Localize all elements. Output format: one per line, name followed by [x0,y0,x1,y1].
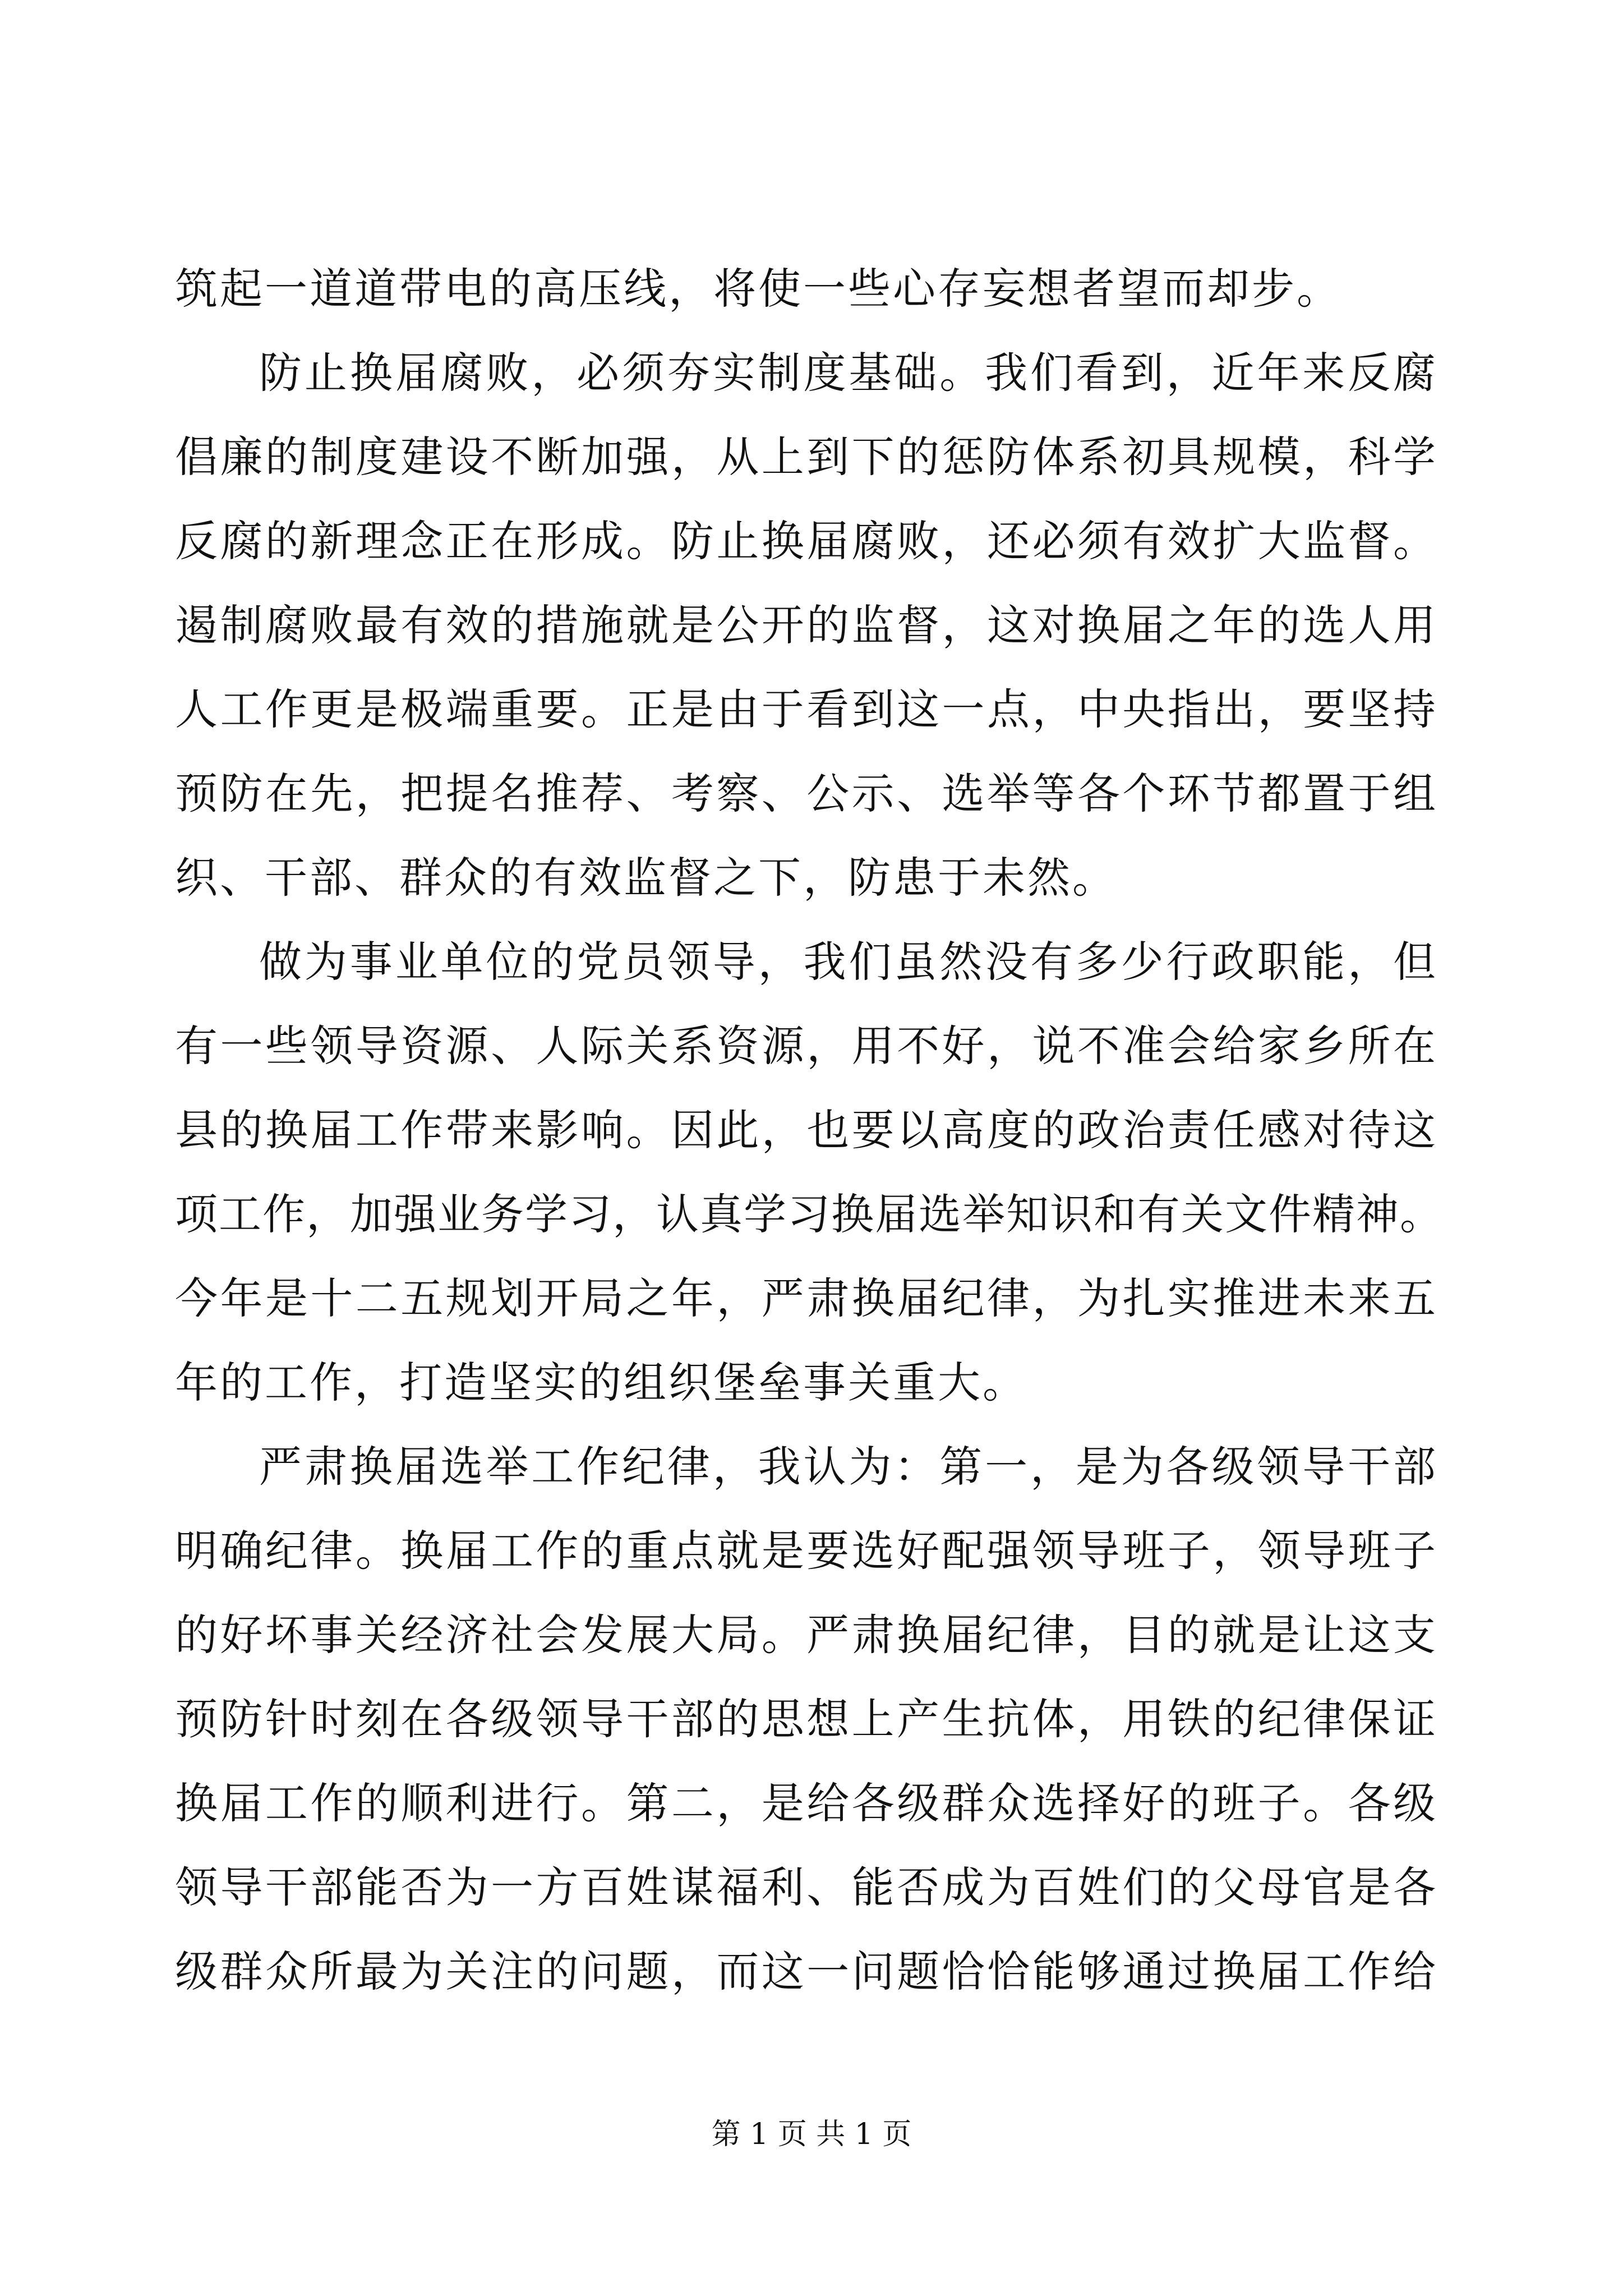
text-line: 明确纪律。换届工作的重点就是要选好配强领导班子，领导班子 [175,1526,1437,1576]
text-line: 的好坏事关经济社会发展大局。严肃换届纪律，目的就是让这支 [175,1610,1437,1660]
text-line: 换届工作的顺利进行。第二，是给各级群众选择好的班子。各级 [175,1778,1437,1828]
text-line: 预防针时刻在各级领导干部的思想上产生抗体，用铁的纪律保证 [175,1694,1437,1744]
text-line: 领导干部能否为一方百姓谋福利、能否成为百姓们的父母官是各 [175,1862,1437,1912]
text-line: 做为事业单位的党员领导，我们虽然没有多少行政职能，但 [259,937,1437,987]
text-line: 倡廉的制度建设不断加强，从上到下的惩防体系初具规模，科学 [175,432,1437,482]
text-line: 遏制腐败最有效的措施就是公开的监督，这对换届之年的选人用 [175,600,1437,650]
text-line: 筑起一道道带电的高压线，将使一些心存妄想者望而却步。 [175,264,1341,314]
text-line: 年的工作，打造坚实的组织堡垒事关重大。 [175,1358,1027,1407]
text-line: 级群众所最为关注的问题，而这一问题恰恰能够通过换届工作给 [175,1947,1437,1996]
text-line: 预防在先，把提名推荐、考察、公示、选举等各个环节都置于组 [175,769,1437,818]
text-line: 县的换届工作带来影响。因此，也要以高度的政治责任感对待这 [175,1105,1437,1155]
text-line: 防止换届腐败，必须夯实制度基础。我们看到，近年来反腐 [259,348,1437,398]
text-line: 有一些领导资源、人际关系资源，用不好，说不准会给家乡所在 [175,1021,1437,1071]
text-line: 反腐的新理念正在形成。防止换届腐败，还必须有效扩大监督。 [175,516,1437,566]
document-body [175,247,1444,2014]
text-line: 人工作更是极端重要。正是由于看到这一点，中央指出，要坚持 [175,684,1437,734]
text-line: 项工作，加强业务学习，认真学习换届选举知识和有关文件精神。 [175,1189,1444,1239]
page-footer: 第 1 页 共 1 页 [711,2118,912,2151]
text-line: 严肃换届选举工作纪律，我认为：第一，是为各级领导干部 [259,1442,1437,1492]
text-line: 织、干部、群众的有效监督之下，防患于未然。 [175,853,1117,903]
text-line: 今年是十二五规划开局之年，严肃换届纪律，为扎实推进未来五 [175,1273,1437,1323]
